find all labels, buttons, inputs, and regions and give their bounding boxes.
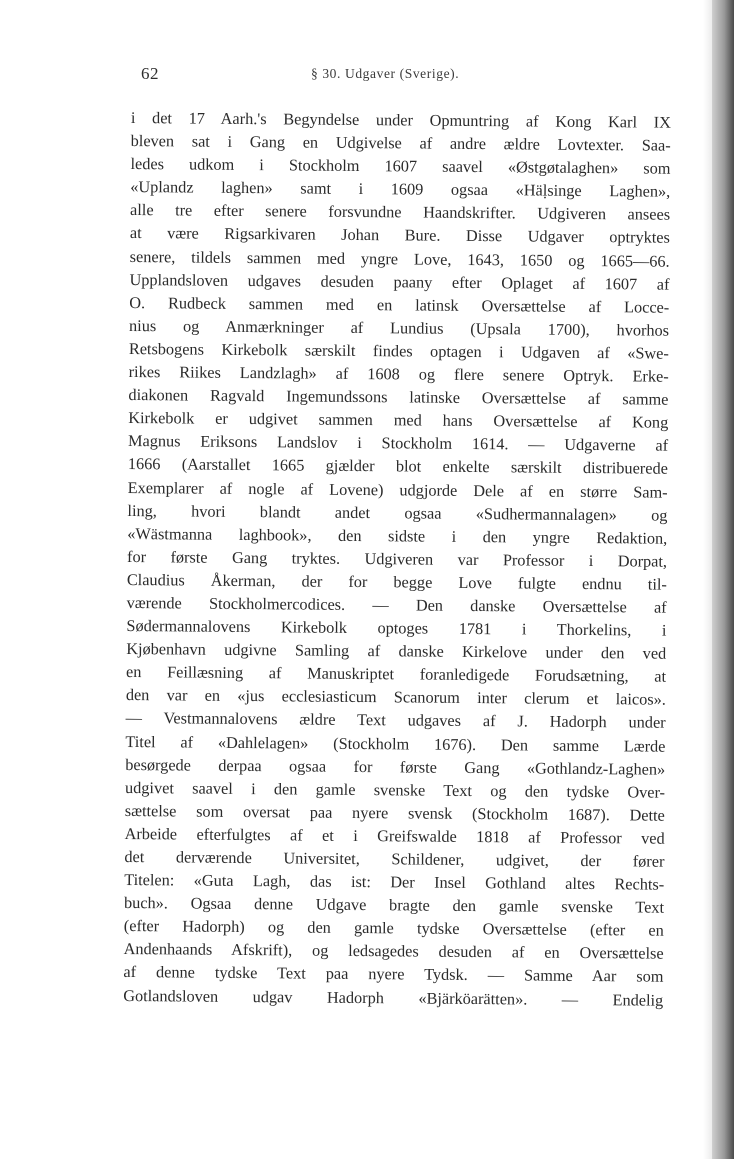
text-line: at være Rigsarkivaren Johan Bure. Disse Udgaver optryktes	[129, 223, 670, 248]
page-header	[141, 64, 681, 94]
text-line: — Vestmannalovens ældre Text udgaves af J. Hadorph under	[125, 708, 666, 733]
text-line: alle tre efter senere forsvundne Haandskrifter. Udgiveren ansees	[130, 200, 671, 225]
text-line: «Uplandz laghen» samt i 1609 ogsaa «Häḷsinge Laghen»,	[130, 177, 671, 201]
text-line: buch». Ogsaa denne Udgave bragte den gamle svenske Text	[123, 893, 665, 917]
text-line: Upplandsloven udgaves desuden paany efter Oplaget af 1607 af	[129, 269, 670, 294]
text-line: Andenhaands Afskrift), og ledsagedes desuden af en Oversættelse	[123, 939, 664, 964]
text-line: Gotlandsloven udgav Hadorph «Bjärköarätten». — Endelig	[123, 985, 664, 1010]
text-line: Kjøbenhavn udgivne Samling af danske Kirkelove under den ved	[126, 639, 667, 663]
text-line: diakonen Ragvald Ingemundssons latinske Oversættelse af samme	[128, 385, 669, 409]
text-line: rikes Riikes Landzlagh» af 1608 og flere senere Optryk. Erke-	[128, 362, 669, 386]
page-edge-highlight	[703, 0, 712, 1159]
body-text	[123, 106, 671, 1011]
page-number: 62	[141, 64, 159, 83]
text-line: Titelen: «Guta Lagh, das ist: Der Insel Gothland altes Rechts-	[124, 870, 665, 894]
text-line: (efter Hadorph) og den gamle tydske Oversættelse (efter en	[123, 916, 664, 940]
text-line: Retsbogens Kirkebolk særskilt findes optagen i Udgaven af «Swe-	[128, 338, 669, 363]
text-line: Exemplarer af nogle af Lovene) udgjorde Dele af en større Sam-	[127, 477, 668, 502]
text-line: Claudius Åkerman, der for begge Love fulgte endnu til-	[126, 569, 667, 594]
text-line: i det 17 Aarh.'s Begyndelse under Opmuntring af Kong Karl IX	[130, 107, 671, 132]
running-head: § 30. Udgaver (Sverige).	[311, 66, 460, 81]
text-line: Sødermannalovens Kirkebolk optoges 1781 i Thorkelins, i	[126, 616, 667, 640]
text-line: «Wästmanna laghbook», den sidste i den yngre Redaktion,	[127, 523, 668, 548]
page-edge-shadow	[712, 0, 734, 1159]
text-line: besørgede derpaa ogsaa for første Gang «Gothlandz-Laghen»	[125, 754, 666, 779]
text-line: Titel af «Dahlelagen» (Stockholm 1676). Den samme Lærde	[125, 731, 666, 756]
text-line: Arbeide efterfulgtes af et i Greifswalde 1818 af Professor ved	[124, 823, 665, 848]
text-line: en Feillæsning af Manuskriptet foranledigede Forudsætning, at	[125, 662, 667, 686]
text-line: O. Rudbeck sammen med en latinsk Oversættelse af Locce-	[129, 292, 670, 317]
text-line: bleven sat i Gang en Udgivelse af andre ældre Lovtexter. Saa-	[130, 131, 671, 155]
text-line: ling, hvori blandt andet ogsaa «Sudhermannalagen» og	[127, 500, 668, 525]
text-line: for første Gang tryktes. Udgiveren var Professor i Dorpat,	[126, 546, 668, 571]
text-line: den var en «jus ecclesiasticum Scanorum inter clerum et laicos».	[125, 685, 666, 710]
text-line: nius og Anmærkninger af Lundius (Upsala 1700), hvorhos	[129, 315, 670, 340]
text-line: det derværende Universitet, Schildener, udgivet, der fører	[124, 846, 665, 871]
text-line: senere, tildels sammen med yngre Love, 1643, 1650 og 1665—66.	[129, 246, 670, 271]
text-line: Kirkebolk er udgivet sammen med hans Oversættelse af Kong	[128, 408, 669, 432]
text-line: af denne tydske Text paa nyere Tydsk. — Samme Aar som	[123, 962, 664, 987]
text-line: udgivet saavel i den gamle svenske Text og den tydske Over-	[124, 777, 666, 802]
text-line: 1666 (Aarstallet 1665 gjælder blot enkelte særskilt distribuerede	[127, 454, 668, 479]
text-line: ledes udkom i Stockholm 1607 saavel «Østgøtalaghen» som	[130, 154, 671, 178]
text-line: værende Stockholmercodices. — Den danske Oversættelse af	[126, 592, 667, 617]
text-line: sættelse som oversat paa nyere svensk (Stockholm 1687). Dette	[124, 800, 665, 825]
text-line: Magnus Eriksons Landslov i Stockholm 1614. — Udgaverne af	[127, 431, 669, 456]
